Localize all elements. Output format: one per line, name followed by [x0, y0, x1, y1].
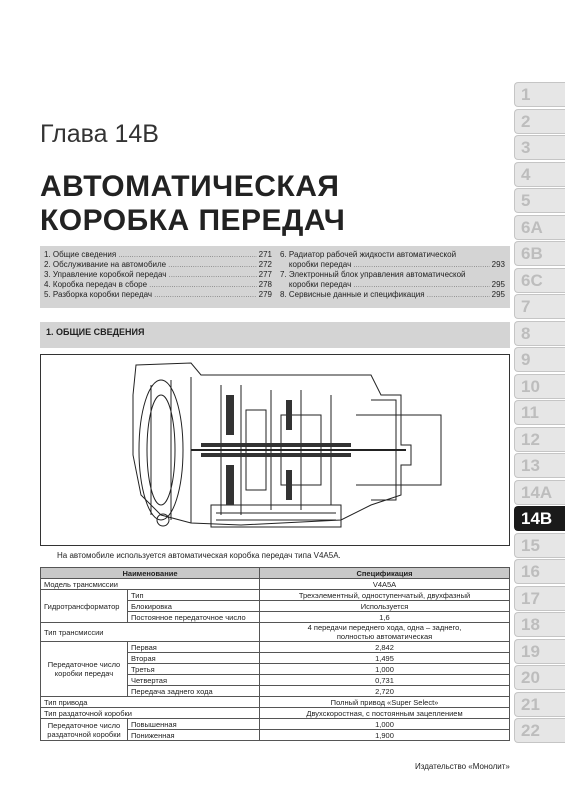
toc-text: Сервисные данные и спецификация	[288, 290, 425, 299]
toc-text: Обслуживание на автомобиле	[52, 260, 167, 269]
toc-num: 7.	[280, 270, 287, 279]
toc-item[interactable]	[280, 270, 505, 280]
chapter-tab[interactable]: 10	[514, 374, 565, 399]
header-name: Наименование	[41, 568, 260, 579]
chapter-tabs	[514, 82, 565, 745]
toc-text: Разборка коробки передач	[52, 290, 153, 299]
toc-item[interactable]	[44, 270, 272, 280]
row-value: 1,000	[260, 719, 510, 730]
row-value: Двухскоростная, с постоянным зацеплением	[260, 708, 510, 719]
row-value: Трехэлементный, одноступенчатый, двухфазный	[260, 590, 510, 601]
chapter-tab[interactable]: 11	[514, 400, 565, 425]
toc-num: 1.	[44, 250, 51, 259]
row-value: Используется	[260, 601, 510, 612]
row-value: 2,720	[260, 686, 510, 697]
table-row	[41, 708, 510, 719]
row-value: 1,495	[260, 653, 510, 664]
table-row	[41, 623, 510, 642]
chapter-tab[interactable]: 6A	[514, 215, 565, 240]
toc-num: 5.	[44, 290, 51, 299]
row-label: Третья	[128, 664, 260, 675]
row-label: Тип раздаточной коробки	[41, 708, 260, 719]
table-row	[41, 579, 510, 590]
publisher-credit: Издательство «Монолит»	[415, 762, 510, 771]
chapter-tab[interactable]: 22	[514, 718, 565, 743]
row-label: Пониженная	[128, 730, 260, 741]
chapter-tab[interactable]: 9	[514, 347, 565, 372]
row-value	[260, 623, 510, 642]
chapter-title-line2: КОРОБКА ПЕРЕДАЧ	[40, 204, 346, 237]
toc-item[interactable]	[44, 250, 272, 260]
value-line: полностью автоматическая	[336, 632, 433, 641]
toc-num: 3.	[44, 270, 51, 279]
label-line: Передаточное число	[47, 720, 121, 730]
chapter-label: Глава 14B	[40, 120, 159, 148]
toc-num: 6.	[280, 250, 287, 259]
toc-page: 271	[258, 250, 272, 259]
toc-text: Электронный блок управления автоматической	[288, 270, 466, 279]
label-line: коробки передач	[54, 669, 114, 678]
toc-item[interactable]	[280, 290, 505, 300]
toc-page: 279	[258, 290, 272, 299]
toc-text: Управление коробкой передач	[52, 270, 167, 279]
toc-item[interactable]	[44, 260, 272, 270]
table-row	[41, 590, 510, 601]
label-line: Передаточное число	[47, 660, 121, 669]
row-label: Передача заднего хода	[128, 686, 260, 697]
row-label: Тип	[128, 590, 260, 601]
row-label: Постоянное передаточное число	[128, 612, 260, 623]
row-label: Тип трансмиссии	[41, 623, 260, 642]
chapter-tab-active[interactable]: 14B	[514, 506, 565, 531]
toc-page: 272	[258, 260, 272, 269]
chapter-tab[interactable]: 13	[514, 453, 565, 478]
chapter-tab[interactable]: 8	[514, 321, 565, 346]
toc-text: коробки передач	[288, 280, 352, 289]
toc-num: 2.	[44, 260, 51, 269]
chapter-tab[interactable]: 3	[514, 135, 565, 160]
toc-text: Коробка передач в сборе	[52, 280, 148, 289]
row-value: 2,842	[260, 642, 510, 653]
toc-num: 4.	[44, 280, 51, 289]
toc-item[interactable]	[280, 260, 505, 270]
table-of-contents	[40, 246, 510, 308]
chapter-tab[interactable]: 17	[514, 586, 565, 611]
chapter-tab[interactable]: 20	[514, 665, 565, 690]
row-value: V4A5A	[260, 579, 510, 590]
row-label: Четвертая	[128, 675, 260, 686]
row-label: Первая	[128, 642, 260, 653]
top-bar	[0, 0, 565, 30]
row-value: 1,000	[260, 664, 510, 675]
toc-text: коробки передач	[288, 260, 352, 269]
transmission-cutaway-illustration	[40, 354, 510, 546]
toc-page: 295	[491, 290, 505, 299]
chapter-tab[interactable]: 16	[514, 559, 565, 584]
section-header	[40, 322, 510, 348]
section-title: 1. ОБЩИЕ СВЕДЕНИЯ	[46, 327, 145, 337]
toc-item[interactable]	[280, 280, 505, 290]
toc-text: Радиатор рабочей жидкости автоматической	[288, 250, 457, 259]
chapter-tab[interactable]: 5	[514, 188, 565, 213]
row-value: 0,731	[260, 675, 510, 686]
toc-right-column	[280, 250, 505, 300]
label-line: раздаточной коробки	[47, 729, 121, 739]
table-row	[41, 719, 510, 730]
figure-caption: На автомобиле используется автоматическая коробка передач типа V4A5A.	[57, 551, 341, 560]
chapter-tab[interactable]: 18	[514, 612, 565, 637]
toc-item[interactable]	[44, 290, 272, 300]
group-label	[41, 642, 128, 697]
row-label: Вторая	[128, 653, 260, 664]
chapter-tab[interactable]: 14A	[514, 480, 565, 505]
row-label: Модель трансмиссии	[41, 579, 260, 590]
table-header-row	[41, 568, 510, 579]
table-row	[41, 697, 510, 708]
value-line: 4 передачи переднего хода, одна – заднего,	[307, 623, 462, 632]
chapter-tab[interactable]: 4	[514, 162, 565, 187]
chapter-tab[interactable]: 19	[514, 639, 565, 664]
chapter-tab[interactable]: 21	[514, 692, 565, 717]
toc-page: 277	[258, 270, 272, 279]
toc-item[interactable]	[280, 250, 505, 260]
row-value: 1,900	[260, 730, 510, 741]
chapter-tab[interactable]: 15	[514, 533, 565, 558]
row-label: Тип привода	[41, 697, 260, 708]
chapter-tab[interactable]: 2	[514, 109, 565, 134]
row-value: 1,6	[260, 612, 510, 623]
table-row	[41, 642, 510, 653]
toc-left-column	[44, 250, 272, 300]
header-spec: Спецификация	[260, 568, 510, 579]
transmission-drawing	[41, 355, 509, 545]
toc-item[interactable]	[44, 280, 272, 290]
chapter-tab[interactable]: 6C	[514, 268, 565, 293]
toc-text: Общие сведения	[52, 250, 117, 259]
toc-page: 295	[491, 280, 505, 289]
chapter-tab[interactable]: 1	[514, 82, 565, 107]
row-label: Повышенная	[128, 719, 260, 730]
group-label: Гидротрансформатор	[41, 590, 128, 623]
chapter-tab[interactable]: 12	[514, 427, 565, 452]
toc-page: 293	[491, 260, 505, 269]
chapter-tab[interactable]: 6B	[514, 241, 565, 266]
row-label: Блокировка	[128, 601, 260, 612]
row-value: Полный привод «Super Select»	[260, 697, 510, 708]
chapter-tab[interactable]: 7	[514, 294, 565, 319]
group-label	[41, 719, 128, 741]
specifications-table	[40, 567, 510, 741]
toc-page: 278	[258, 280, 272, 289]
toc-num: 8.	[280, 290, 287, 299]
chapter-title-line1: АВТОМАТИЧЕСКАЯ	[40, 170, 340, 203]
